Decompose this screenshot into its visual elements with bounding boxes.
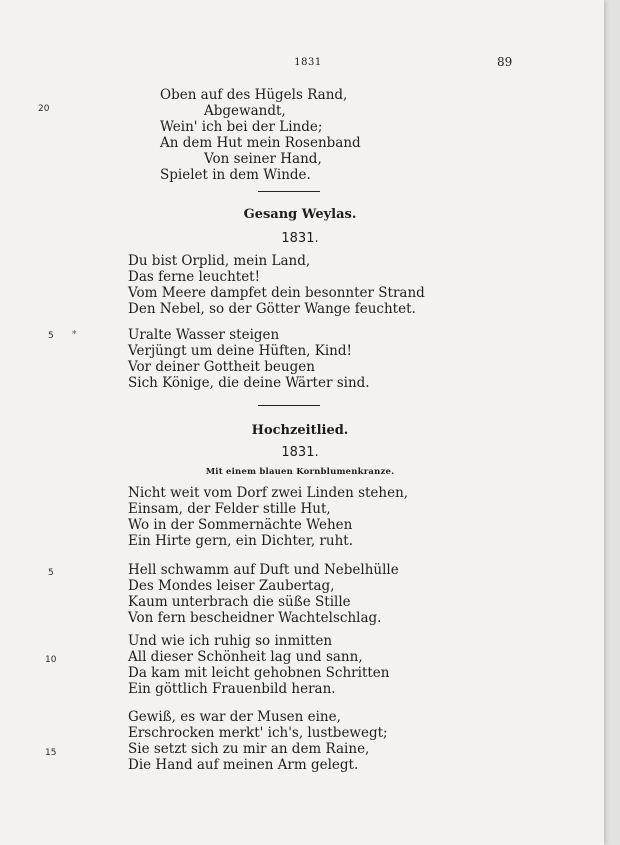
poem-year: 1831. [281,445,319,460]
verse-line: Die Hand auf meinen Arm gelegt. [128,757,359,773]
verse-line: Gewiß, es war der Musen eine, [128,709,341,725]
line-number: 10 [45,655,57,665]
poem-dedication: Mit einem blauen Kornblumenkranze. [205,467,395,477]
verse-line: Ein göttlich Frauenbild heran. [128,681,336,697]
verse-line: An dem Hut mein Rosenband [160,135,361,151]
verse-line: Des Mondes leiser Zaubertag, [128,578,335,594]
verse-line: Oben auf des Hügels Rand, [160,87,348,103]
verse-line: Einsam, der Felder stille Hut, [128,501,331,517]
verse-line: Kaum unterbrach die süße Stille [128,594,351,610]
poem-title: Hochzeitlied. [251,423,349,438]
verse-line: Sie setzt sich zu mir an dem Raine, [128,741,370,757]
verse-line: Wo in der Sommernächte Wehen [128,517,353,533]
verse-line: Vor deiner Gottheit beugen [128,359,315,375]
line-number: 5 [48,331,54,341]
verse-line: Sich Könige, die deine Wärter sind. [128,375,370,391]
verse-line: Du bist Orplid, mein Land, [128,253,311,269]
margin-mark: * [72,330,77,340]
verse-line: Das ferne leuchtet! [128,269,261,285]
verse-line: All dieser Schönheit lag und sann, [128,649,363,665]
verse-line: Spielet in dem Winde. [160,167,311,183]
verse-line: Vom Meere dampfet dein besonnter Strand [128,285,425,301]
verse-line: Verjüngt um deine Hüften, Kind! [128,343,352,359]
verse-line: Hell schwamm auf Duft und Nebelhülle [128,562,399,578]
verse-line: Und wie ich ruhig so inmitten [128,633,333,649]
page-number: 89 [497,55,513,69]
verse-line: Wein' ich bei der Linde; [160,119,323,135]
line-number: 5 [48,568,54,578]
verse-line: Erschrocken merkt' ich's, lustbewegt; [128,725,388,741]
verse-line: Den Nebel, so der Götter Wange feuchtet. [128,301,416,317]
verse-line: Abgewandt, [204,103,286,119]
verse-line: Nicht weit vom Dorf zwei Linden stehen, [128,485,409,501]
section-divider [258,191,320,192]
running-header-year: 1831 [294,57,322,68]
verse-line: Von seiner Hand, [204,151,322,167]
verse-line: Da kam mit leicht gehobnen Schritten [128,665,390,681]
line-number: 20 [38,104,50,114]
line-number: 15 [45,748,57,758]
verse-line: Von fern bescheidner Wachtelschlag. [128,610,382,626]
poem-year: 1831. [281,231,319,246]
section-divider [258,405,320,406]
verse-line: Ein Hirte gern, ein Dichter, ruht. [128,533,353,549]
verse-line: Uralte Wasser steigen [128,327,280,343]
poem-title: Gesang Weylas. [243,207,357,222]
